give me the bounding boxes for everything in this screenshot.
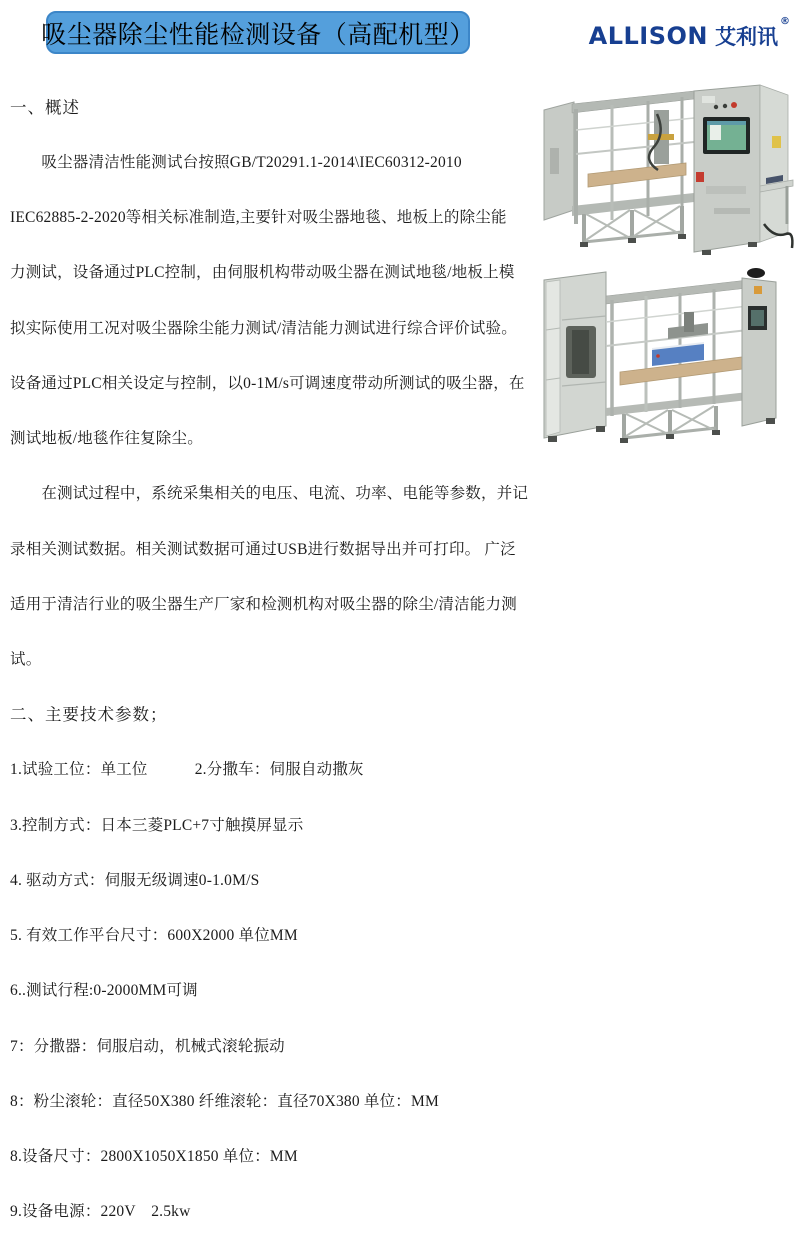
machine-illustration-front — [536, 74, 796, 266]
machine-photo-front — [536, 74, 796, 266]
overview-line: 拟实际使用工况对吸尘器除尘能力测试/清洁能力测试进行综合评价试验。 — [10, 319, 517, 337]
overview-line: 录相关测试数据。相关测试数据可通过USB进行数据导出并可打印。 广泛 — [10, 540, 516, 558]
overview-line: 测试地板/地毯作往复除尘。 — [10, 430, 203, 448]
spec-line: 1.试验工位：单工位 2.分撒车：伺服自动撒灰 — [10, 761, 364, 779]
overview-heading: 一、概述 — [10, 97, 80, 117]
brand-logo — [588, 16, 790, 50]
overview-line: 试。 — [10, 651, 42, 668]
warning-label — [772, 136, 781, 148]
page-title: 吸尘器除尘性能检测设备（高配机型） — [41, 21, 475, 49]
machine-photo-side — [540, 268, 794, 448]
overview-line: 力测试，设备通过PLC控制，由伺服机构带动吸尘器在测试地毯/地板上模 — [10, 264, 515, 282]
overview-line: 在测试过程中，系统采集相关的电压、电流、功率、电能等参数，并记 — [10, 485, 529, 503]
body-text — [10, 62, 544, 1258]
logo-wordmark: ALLISON — [588, 22, 708, 50]
logo-cjk-name: 艾利讯 — [715, 24, 778, 49]
overview-line: 设备通过PLC相关设定与控制，以0-1M/s可调速度带动所测试的吸尘器，在 — [10, 374, 525, 392]
spec-line: 6..测试行程:0-2000MM可调 — [10, 982, 198, 1000]
spec-line: 9.设备电源：220V 2.5kw — [10, 1203, 191, 1221]
specs-heading: 二、主要技术参数； — [10, 705, 168, 725]
spec-line: 3.控制方式：日本三菱PLC+7寸触摸屏显示 — [10, 816, 304, 834]
overview-line: 适用于清洁行业的吸尘器生产厂家和检测机构对吸尘器的除尘/清洁能力测 — [10, 595, 517, 613]
registered-trademark-icon: ® — [780, 16, 790, 27]
spec-line: 4. 驱动方式：伺服无级调速0-1.0M/S — [10, 871, 260, 889]
title-banner — [41, 11, 475, 54]
machine-illustration-side — [540, 268, 794, 448]
spec-line: 7：分撒器：伺服启动，机械式滚轮振动 — [10, 1037, 285, 1055]
test-platform — [588, 163, 686, 187]
spec-line: 8.设备尺寸：2800X1050X1850 单位：MM — [10, 1147, 298, 1165]
overview-line: IEC62885-2-2020等相关标准制造,主要针对吸尘器地毯、地板上的除尘能 — [10, 209, 507, 227]
spec-line: 5. 有效工作平台尺寸：600X2000 单位MM — [10, 927, 298, 945]
overview-line: 吸尘器清洁性能测试台按照GB/T20291.1-2014\IEC60312-2010 — [10, 154, 462, 172]
emergency-stop-button — [731, 102, 737, 108]
spec-line: 8：粉尘滚轮：直径50X380 纤维滚轮：直径70X380 单位：MM — [10, 1092, 439, 1110]
control-cabinet — [694, 85, 760, 252]
